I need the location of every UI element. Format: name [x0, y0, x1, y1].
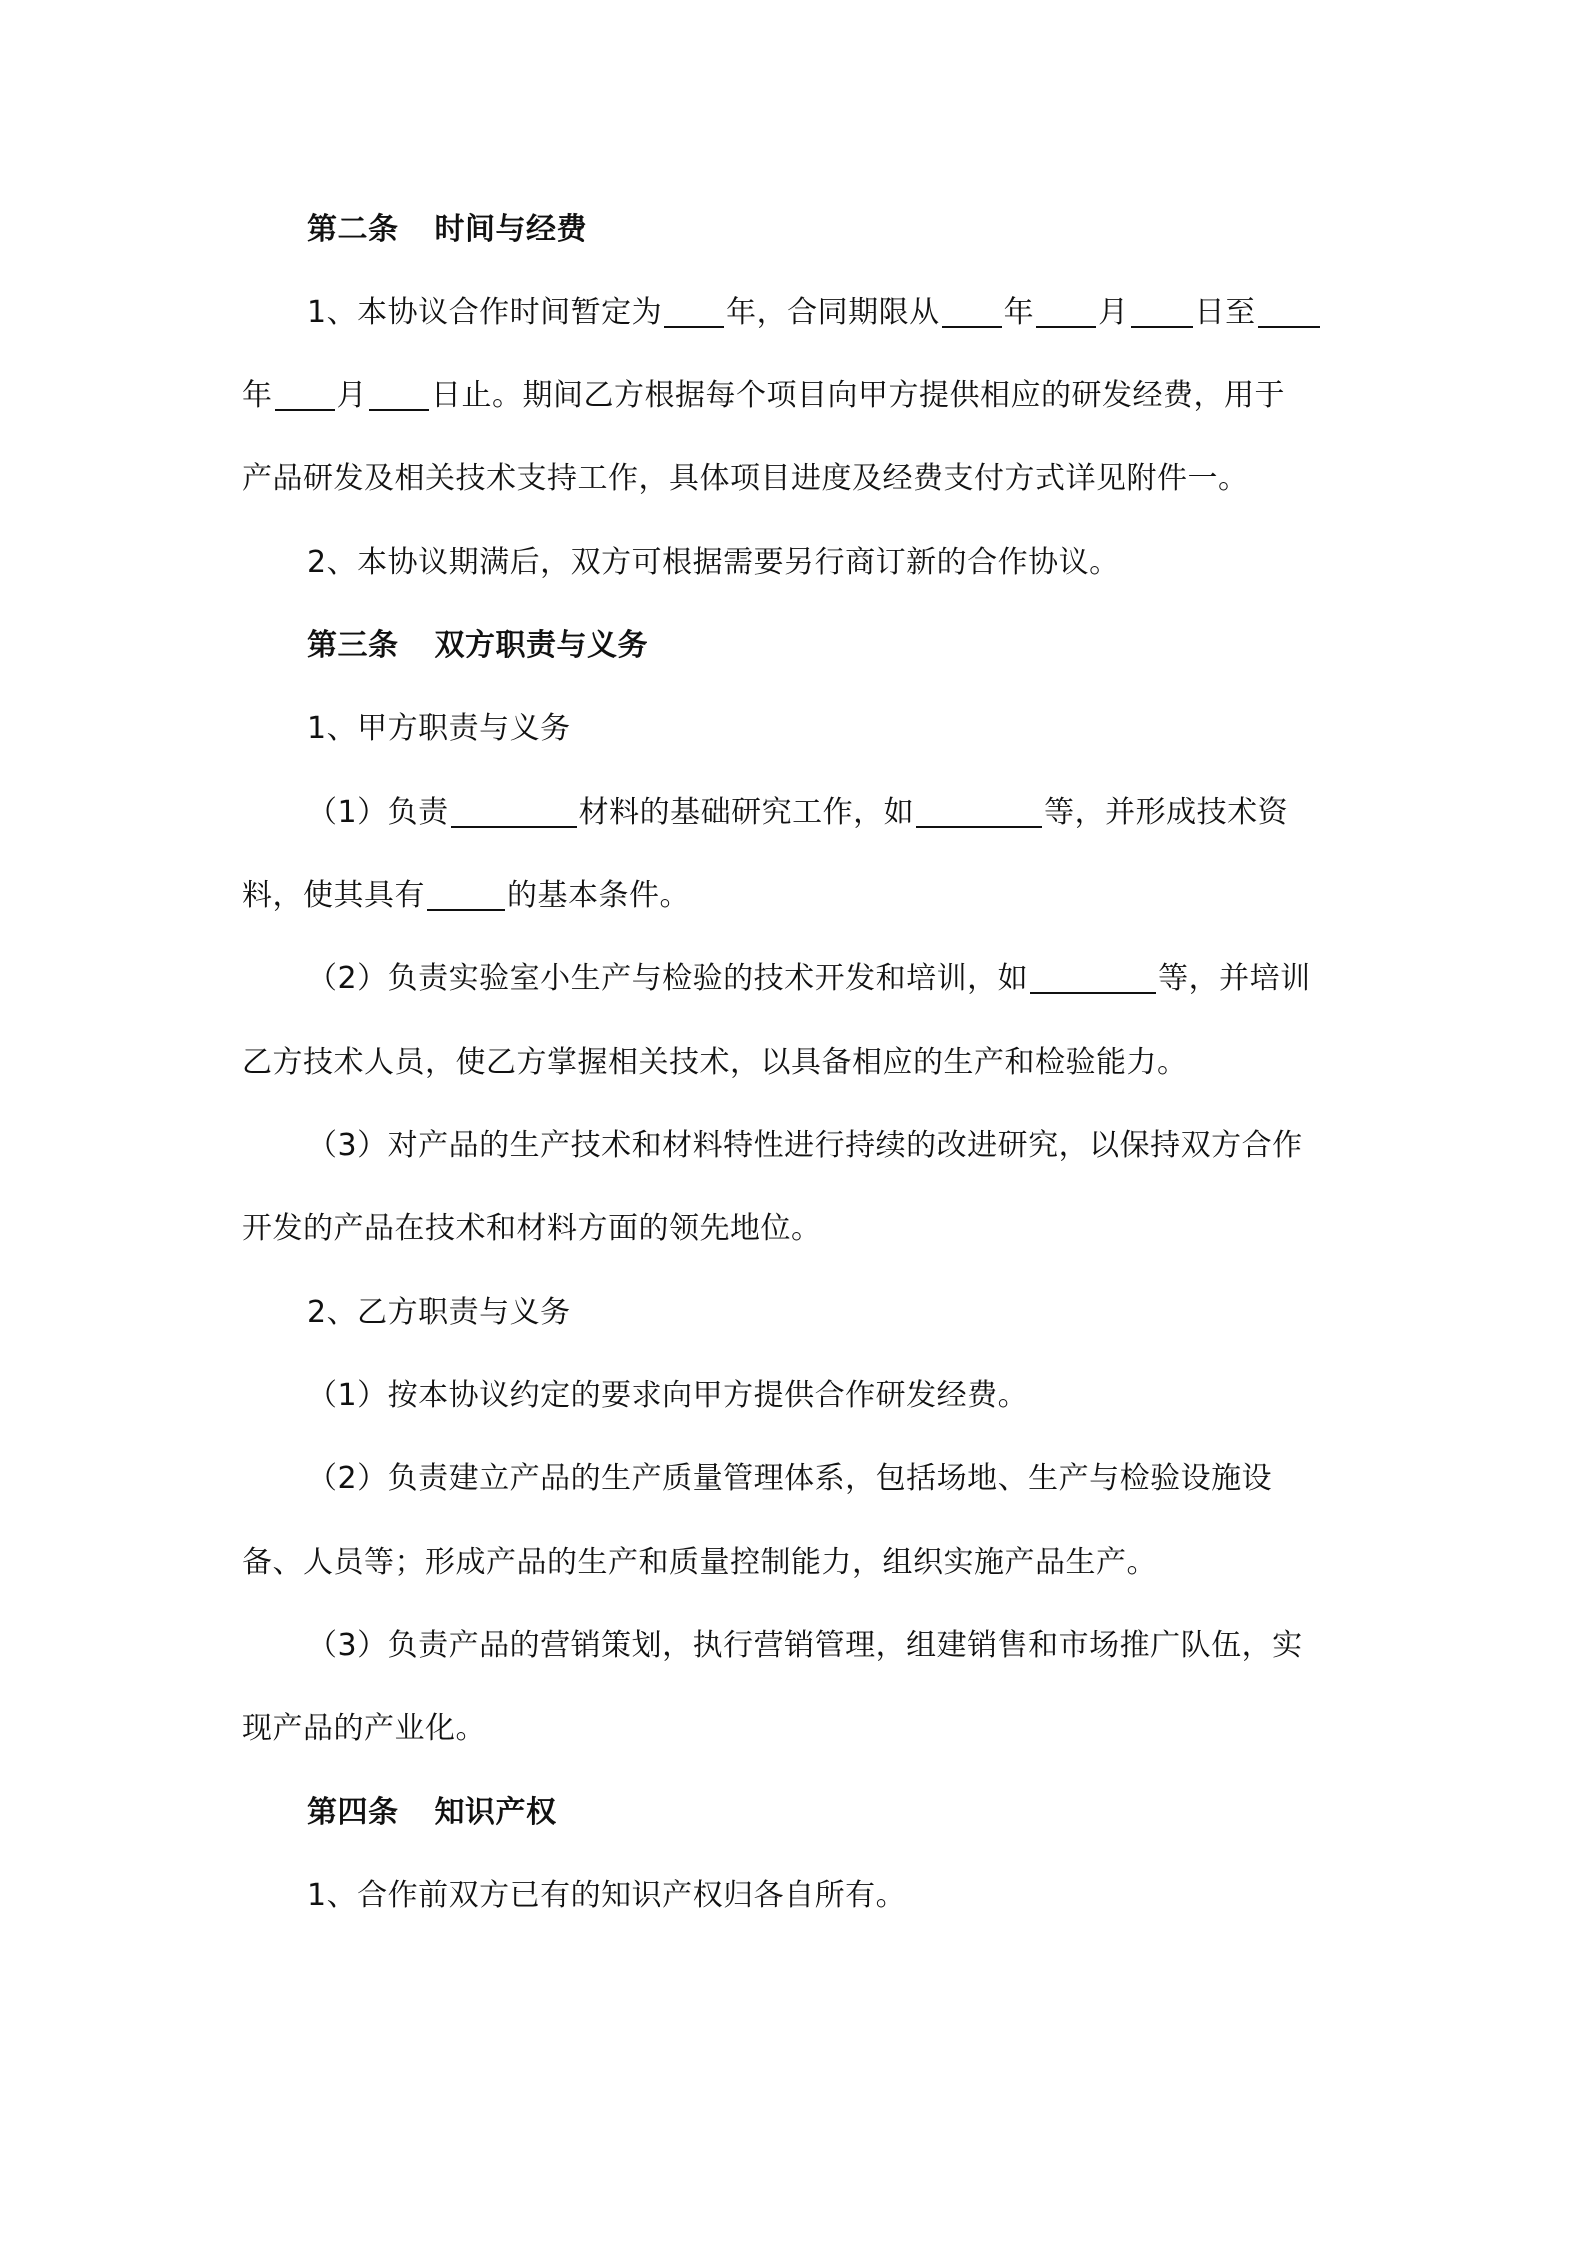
- fill-blank-end-month: [275, 379, 335, 411]
- article4-para1: 1、合作前双方已有的知识产权归各自所有。: [307, 1878, 907, 1913]
- text-segment: 年: [242, 378, 273, 413]
- article4-heading: [0, 1793, 1586, 1833]
- partyA-item2-line2: 乙方技术人员，使乙方掌握相关技术，以具备相应的生产和检验能力。: [242, 1045, 1188, 1080]
- fill-blank-example: [916, 796, 1042, 828]
- article2-para1-line1: [0, 293, 1586, 333]
- article2-para1-line3: 产品研发及相关技术支持工作，具体项目进度及经费支付方式详见附件一。: [242, 461, 1249, 496]
- text-segment: （1）负责: [307, 795, 449, 830]
- partyB-item1: （1）按本协议约定的要求向甲方提供合作研发经费。: [307, 1378, 1029, 1413]
- article2-para2: 2、本协议期满后，双方可根据需要另行商订新的合作协议。: [307, 545, 1120, 580]
- article3-heading-title: 双方职责与义务: [434, 628, 648, 663]
- fill-blank-material: [451, 796, 577, 828]
- article4-heading-number: 第四条: [307, 1795, 399, 1830]
- article2-para1-line2: [0, 376, 1586, 416]
- text-segment: 材料的基础研究工作，如: [578, 795, 915, 830]
- article2-heading: [0, 210, 1586, 250]
- partyA-title: 1、甲方职责与义务: [307, 711, 571, 746]
- fill-blank-start-month: [1036, 296, 1096, 328]
- text-segment: 日止。期间乙方根据每个项目向甲方提供相应的研发经费，用于: [431, 378, 1285, 413]
- article3-heading: [0, 626, 1586, 666]
- partyB-title: 2、乙方职责与义务: [307, 1295, 571, 1330]
- partyA-item3-line2: 开发的产品在技术和材料方面的领先地位。: [242, 1211, 822, 1246]
- fill-blank-start-day: [1131, 296, 1193, 328]
- partyB-item3-line2: 现产品的产业化。: [242, 1711, 486, 1746]
- article4-heading-title: 知识产权: [434, 1795, 557, 1830]
- partyA-item3-line1: （3）对产品的生产技术和材料特性进行持续的改进研究，以保持双方合作: [307, 1128, 1303, 1163]
- partyB-item2-line2: 备、人员等；形成产品的生产和质量控制能力，组织实施产品生产。: [242, 1545, 1157, 1580]
- text-segment: 月: [1098, 295, 1129, 330]
- fill-blank-condition: [427, 879, 505, 911]
- text-segment: 1、本协议合作时间暂定为: [307, 295, 663, 330]
- partyA-item2-line1: [0, 959, 1586, 999]
- text-segment: 等，并形成技术资: [1044, 795, 1289, 830]
- text-segment: 月: [336, 378, 367, 413]
- fill-blank-years: [664, 296, 724, 328]
- partyB-item3-line1: （3）负责产品的营销策划，执行营销管理，组建销售和市场推广队伍，实: [307, 1628, 1303, 1663]
- fill-blank-training: [1030, 962, 1156, 994]
- text-segment: 日至: [1194, 295, 1256, 330]
- partyB-item2-line1: （2）负责建立产品的生产质量管理体系，包括场地、生产与检验设施设: [307, 1461, 1273, 1496]
- partyA-item1-line1: [0, 793, 1586, 833]
- article2-heading-number: 第二条: [307, 212, 399, 247]
- article2-heading-title: 时间与经费: [434, 212, 587, 247]
- text-segment: （2）负责实验室小生产与检验的技术开发和培训，如: [307, 961, 1029, 996]
- text-segment: 年: [1003, 295, 1035, 330]
- text-segment: 年，合同期限从: [726, 295, 940, 330]
- article3-heading-number: 第三条: [307, 628, 399, 663]
- fill-blank-start-year: [942, 296, 1002, 328]
- text-segment: 等，并培训: [1158, 961, 1311, 996]
- text-segment: 的基本条件。: [507, 878, 690, 913]
- fill-blank-end-day: [369, 379, 429, 411]
- fill-blank-end-year-prefix: [1258, 296, 1320, 328]
- partyA-item1-line2: [0, 876, 1586, 916]
- text-segment: 料，使其具有: [242, 878, 425, 913]
